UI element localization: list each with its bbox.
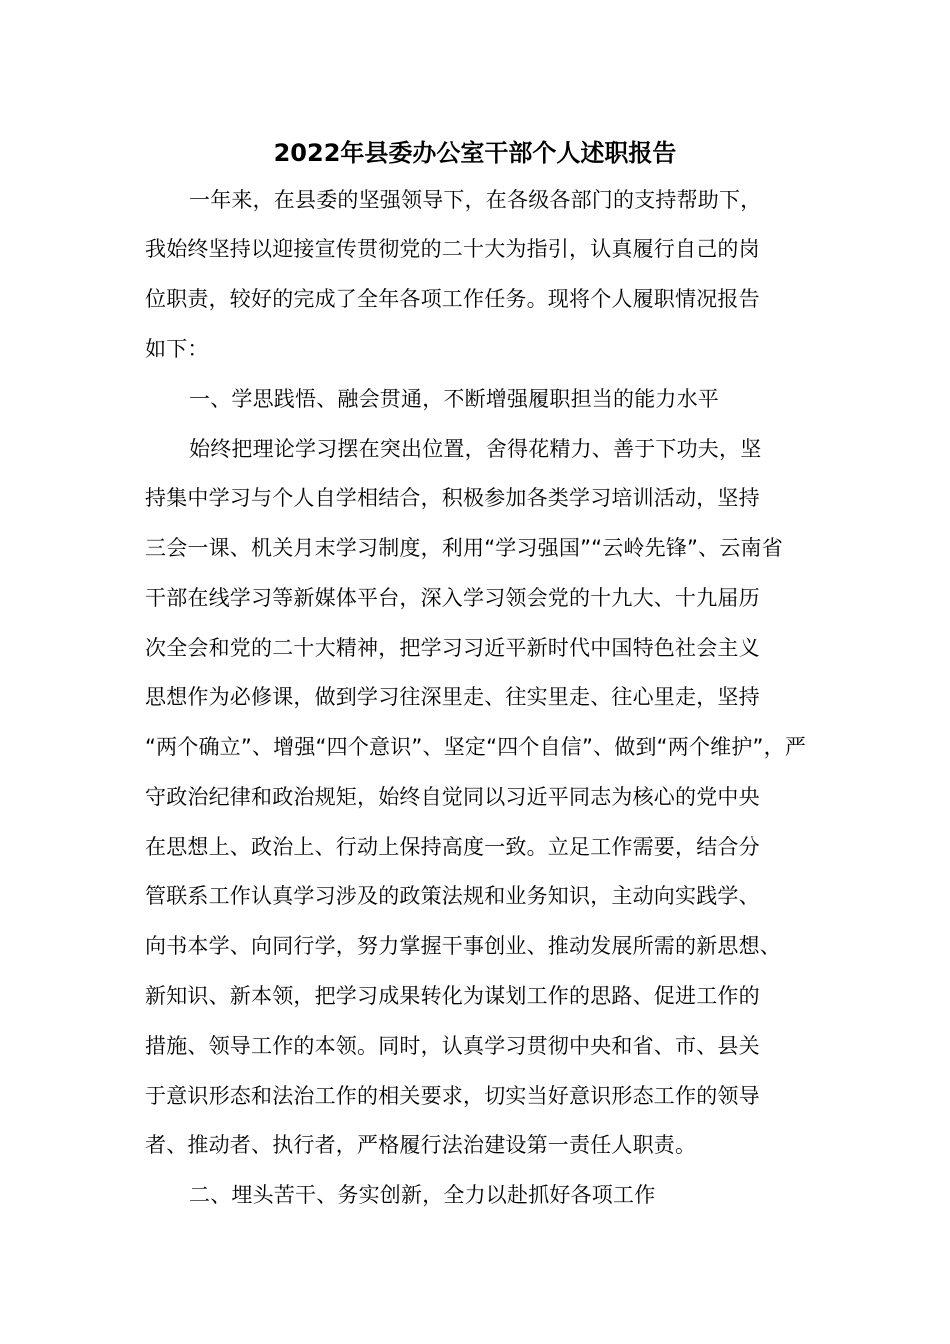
- body-line: 位职责，较好的完成了全年各项工作任务。现将个人履职情况报告: [145, 287, 760, 311]
- body-line: 始终把理论学习摆在突出位置，舍得花精力、善于下功夫，坚: [189, 437, 762, 461]
- body-line: 持集中学习与个人自学相结合，积极参加各类学习培训活动，坚持: [145, 486, 760, 510]
- body-line: 新知识、新本领，把学习成果转化为谋划工作的思路、促进工作的: [145, 984, 760, 1008]
- body-line: 三会一课、机关月末学习制度，利用“学习强国”“云岭先锋”、云南省: [145, 536, 783, 560]
- document-title: 2022年县委办公室干部个人述职报告: [273, 139, 677, 167]
- body-line: 如下：: [145, 337, 209, 361]
- body-line: 措施、领导工作的本领。同时，认真学习贯彻中央和省、市、县关: [145, 1034, 760, 1058]
- body-line: 于意识形态和法治工作的相关要求，切实当好意识形态工作的领导: [145, 1084, 760, 1108]
- body-line: 思想作为必修课，做到学习往深里走、往实里走、往心里走，坚持: [145, 685, 760, 709]
- body-line: 我始终坚持以迎接宣传贯彻党的二十大为指引，认真履行自己的岗: [145, 237, 760, 261]
- body-line: 守政治纪律和政治规矩，始终自觉同以习近平同志为核心的党中央: [145, 785, 760, 809]
- body-line: 一年来，在县委的坚强领导下，在各级各部门的支持帮助下，: [189, 188, 762, 212]
- body-line: 向书本学、向同行学，努力掌握干事创业、推动发展所需的新思想、: [145, 934, 781, 958]
- section-heading: 一、学思践悟、融会贯通，不断增强履职担当的能力水平: [189, 387, 719, 411]
- body-line: 者、推动者、执行者，严格履行法治建设第一责任人职责。: [145, 1133, 697, 1157]
- body-line: 次全会和党的二十大精神，把学习习近平新时代中国特色社会主义: [145, 636, 760, 660]
- body-line: 管联系工作认真学习涉及的政策法规和业务知识，主动向实践学、: [145, 884, 760, 908]
- body-line: 在思想上、政治上、行动上保持高度一致。立足工作需要，结合分: [145, 835, 760, 859]
- body-line: “两个确立”、增强“四个意识”、坚定“四个自信”、做到“两个维护”，严: [145, 735, 807, 759]
- body-line: 干部在线学习等新媒体平台，深入学习领会党的十九大、十九届历: [145, 586, 760, 610]
- section-heading: 二、埋头苦干、务实创新，全力以赴抓好各项工作: [189, 1183, 656, 1207]
